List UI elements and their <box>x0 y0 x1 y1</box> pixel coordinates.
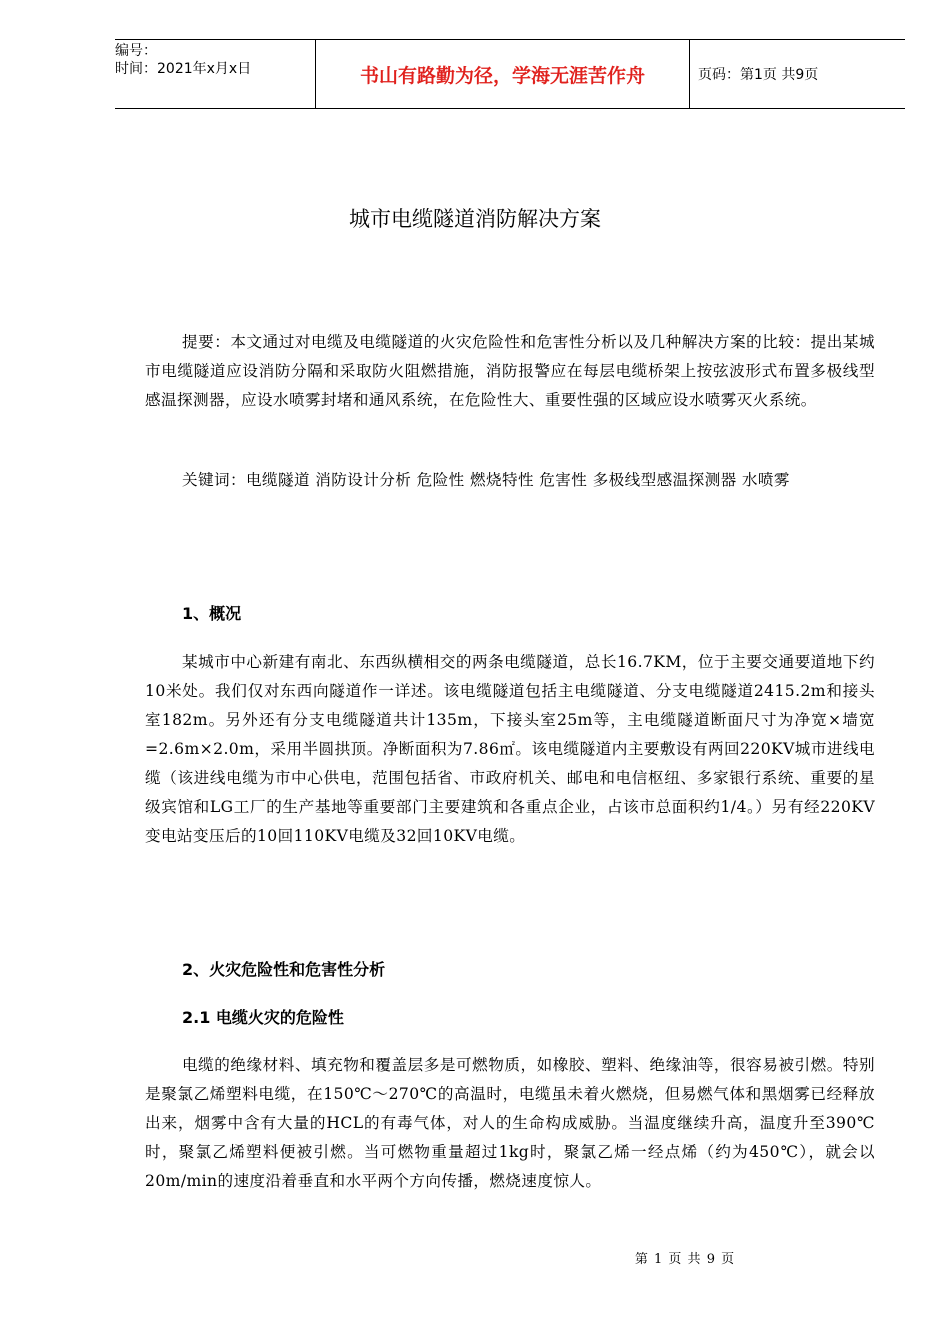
header-motto: 书山有路勤为径，学海无涯苦作舟 <box>315 40 690 108</box>
time-label: 时间：2021年x月x日 <box>115 61 252 77</box>
number-label: 编号： <box>115 43 157 59</box>
keywords-paragraph: 关键词：电缆隧道 消防设计分析 危险性 燃烧特性 危害性 多极线型感温探测器 水喷雾 <box>182 471 790 489</box>
section-2-heading: 2、火灾危险性和危害性分析 <box>182 960 386 979</box>
section-1-heading: 1、概况 <box>182 604 242 623</box>
page-header <box>115 39 905 109</box>
header-page-info: 页码：第1页 共9页 <box>698 67 819 83</box>
page-footer: 第 1 页 共 9 页 <box>634 1252 736 1267</box>
header-meta <box>115 40 315 110</box>
section-1-body: 某城市中心新建有南北、东西纵横相交的两条电缆隧道，总长16.7KM，位于主要交通要道地下约10米处。我们仅对东西向隧道作一详述。该电缆隧道包括主电缆隧道、分支电缆隧道2415.2m和接头室182m。另外还有分支电缆隧道共计135m，下接头室25m等，主电缆隧道断面尺寸为净宽×墙宽=2.6m×2.0m，采用半圆拱顶。净断面积为7.86㎡。该电缆隧道内主要敷设有两回220KV城市进线电缆（该进线电缆为市中心供电，范围包括省、市政府机关、邮电和电信枢纽、多家银行系统、重要的星级宾馆和LG工厂的生产基地等重要部门主要建筑和各重点企业，占该市总面积约1/4。）另有经220KV变电站变压后的10回110KV电缆及32回10KV电缆。 <box>145 653 875 845</box>
abstract-paragraph: 提要：本文通过对电缆及电缆隧道的火灾危险性和危害性分析以及几种解决方案的比较：提出某城市电缆隧道应设消防分隔和采取防火阻燃措施，消防报警应在每层电缆桥架上按弦波形式布置多极线型感温探测器，应设水喷雾封堵和通风系统，在危险性大、重要性强的区域应设水喷雾灭火系统。 <box>145 333 875 409</box>
section-2-1-heading: 2.1 电缆火灾的危险性 <box>182 1008 344 1027</box>
document-title: 城市电缆隧道消防解决方案 <box>349 207 601 231</box>
section-2-1-body: 电缆的绝缘材料、填充物和覆盖层多是可燃物质，如橡胶、塑料、绝缘油等，很容易被引燃。特别是聚氯乙烯塑料电缆，在150℃～270℃的高温时，电缆虽未着火燃烧，但易燃气体和黑烟雾已经释放出来，烟雾中含有大量的HCL的有毒气体，对人的生命构成威胁。当温度继续升高，温度升至390℃时，聚氯乙烯塑料便被引燃。当可燃物重量超过1kg时，聚氯乙烯一经点烯（约为450℃），就会以20m/min的速度沿着垂直和水平两个方向传播，燃烧速度惊人。 <box>145 1056 875 1190</box>
